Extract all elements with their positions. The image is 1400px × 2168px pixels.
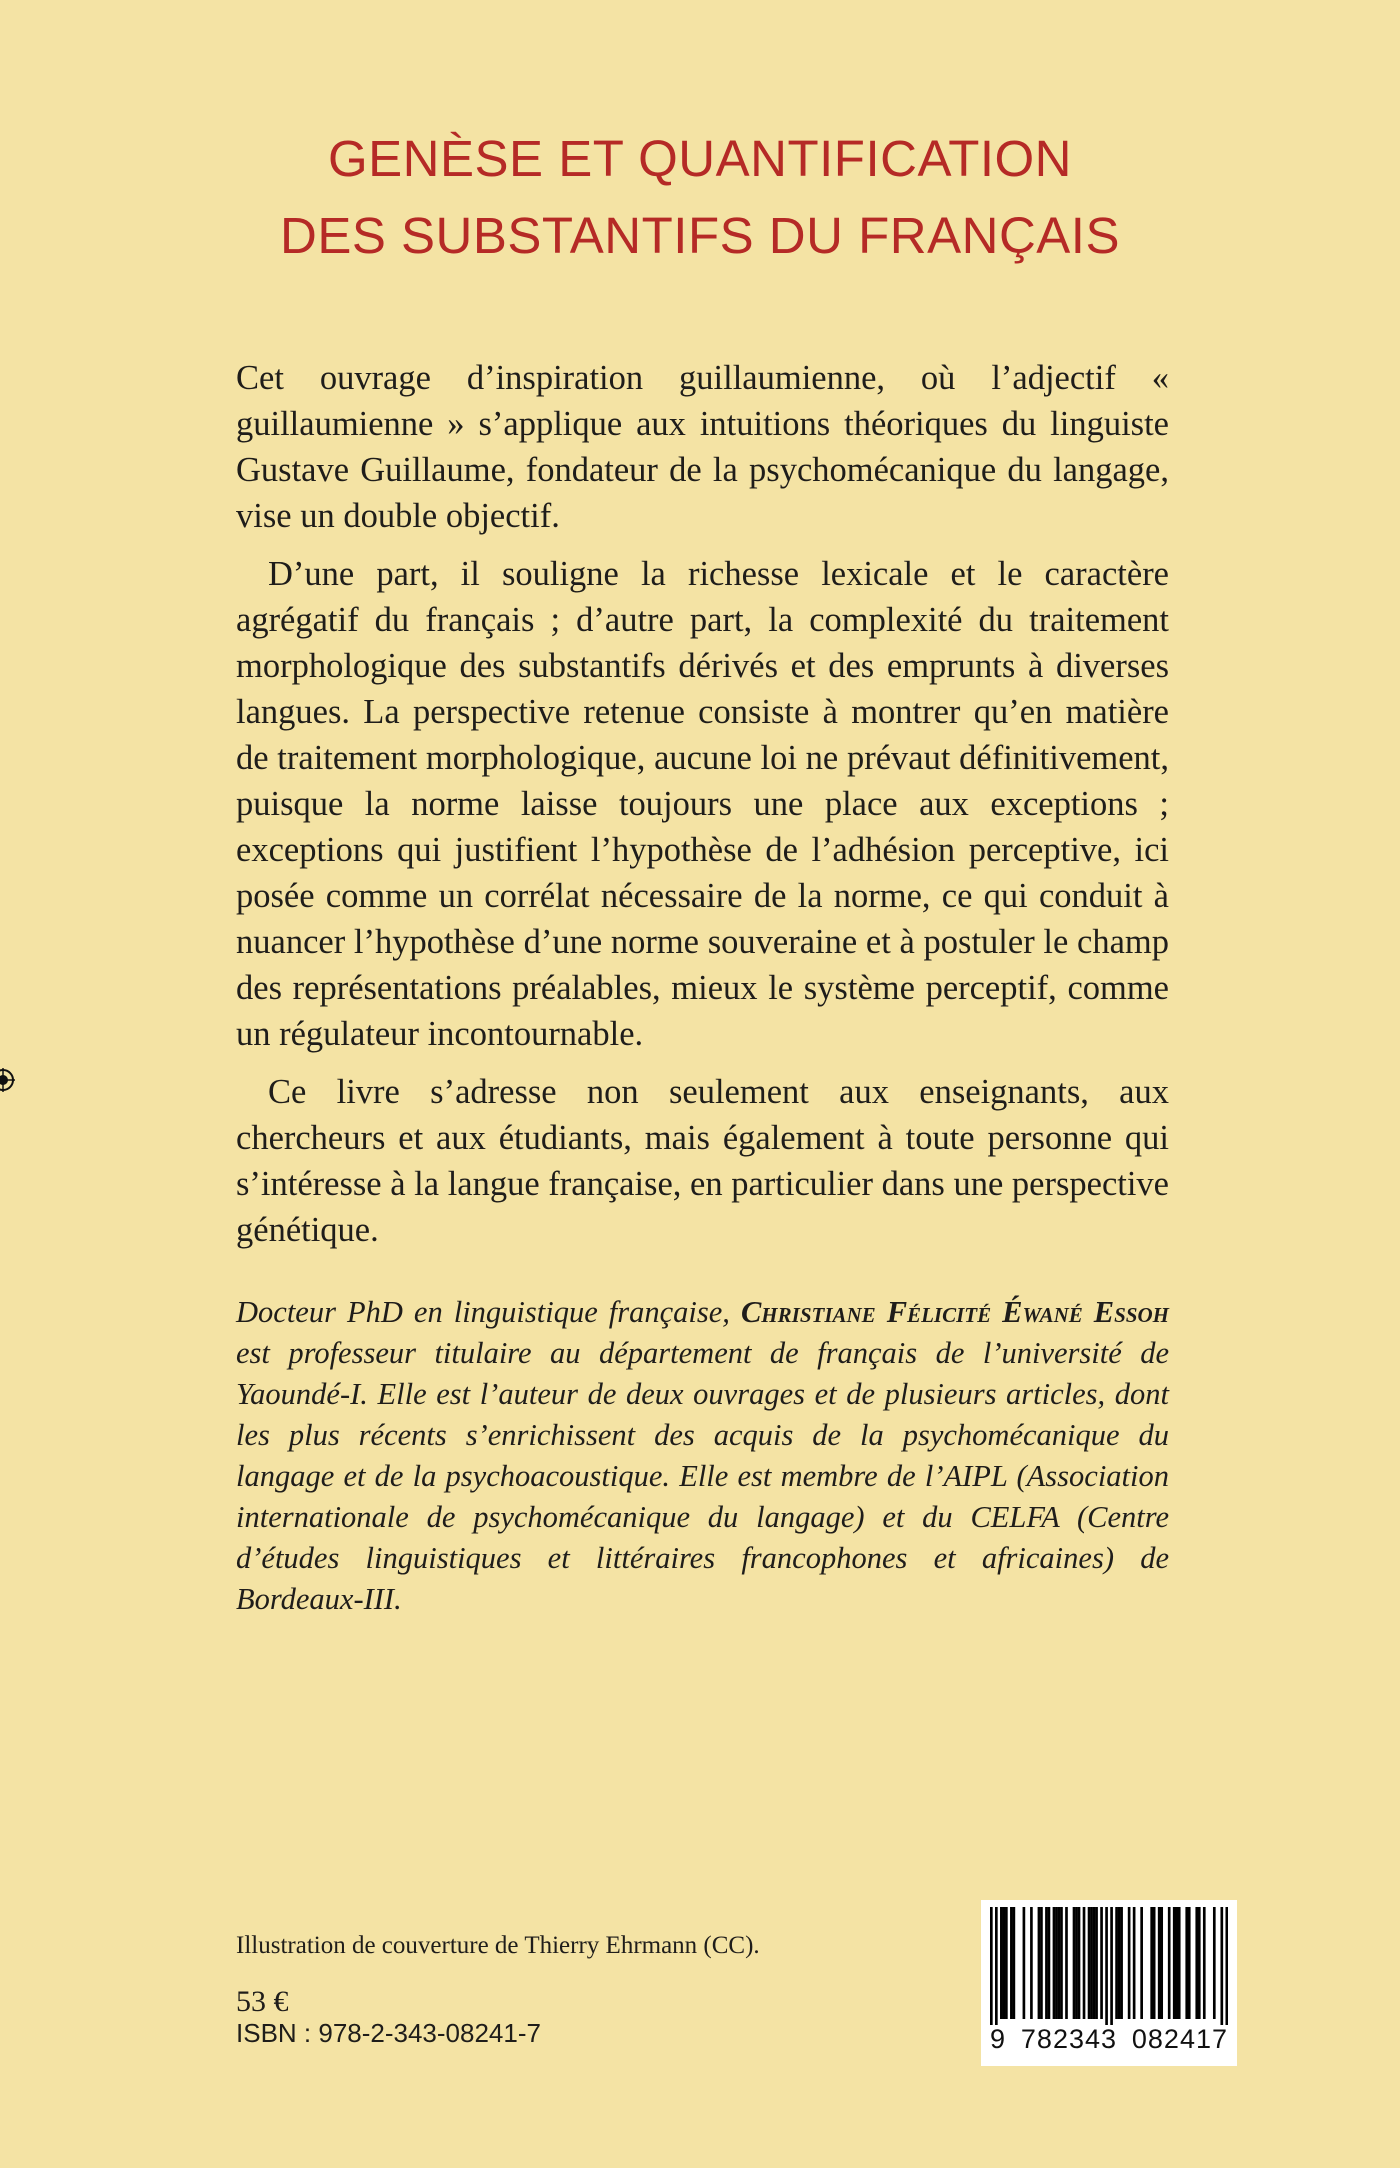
- barcode-bar: [1173, 1907, 1176, 2019]
- barcode-bar: [990, 1907, 993, 2025]
- barcode-bar: [1100, 1907, 1103, 2019]
- barcode-bar: [1203, 1907, 1206, 2019]
- barcode-bar: [1088, 1907, 1091, 2019]
- barcode-bar: [1095, 1907, 1098, 2019]
- barcode-bar: [1005, 1907, 1008, 2019]
- barcode-bar: [1178, 1907, 1181, 2019]
- barcode-bar: [1188, 1907, 1191, 2019]
- barcode-bar: [1158, 1907, 1161, 2019]
- barcode-bar: [1175, 1907, 1178, 2019]
- barcode-bar: [1198, 1907, 1201, 2019]
- barcode-digits: [990, 2024, 1228, 2055]
- description-paragraph-1: Cet ouvrage d’inspiration guillaumienne, où l’adjectif « guillaumienne » s’applique aux intuitions théoriques du linguiste Gustave Guillaume, fondateur de la psychomécanique du langage, vise un double objectif.: [236, 359, 1169, 535]
- barcode-bar: [1013, 1907, 1016, 2019]
- barcode-bar: [1150, 1907, 1153, 2019]
- barcode-bar: [1220, 1907, 1223, 2025]
- barcode-bar: [1105, 1907, 1108, 2025]
- barcode-bar: [1225, 1907, 1228, 2025]
- registration-mark-icon: [0, 1068, 15, 1092]
- barcode-first-digit: 9: [990, 2024, 1007, 2054]
- barcode-bar: [1168, 1907, 1171, 2019]
- barcode-bar: [1195, 1907, 1198, 2019]
- barcode: [981, 1900, 1237, 2066]
- barcode-bar: [1093, 1907, 1096, 2019]
- barcode-bar: [1083, 1907, 1086, 2019]
- barcode-bar: [1213, 1907, 1216, 2019]
- barcode-bar: [1045, 1907, 1048, 2019]
- barcode-bar: [1075, 1907, 1078, 2019]
- barcode-bar: [1140, 1907, 1143, 2019]
- title-line-1: GENÈSE ET QUANTIFICATION: [327, 130, 1073, 187]
- barcode-bar: [1133, 1907, 1136, 2019]
- barcode-bars: [990, 1907, 1228, 2025]
- barcode-bar: [1003, 1907, 1006, 2019]
- barcode-bar: [1038, 1907, 1041, 2019]
- book-title: [0, 120, 1400, 274]
- barcode-bar: [1160, 1907, 1163, 2019]
- description-paragraph-2: D’une part, il souligne la richesse lexicale et le caractère agrégatif du français ; d’autre part, la complexité du traitement morphologique des substantifs dérivés et des emprunts à diverses langues. La perspective retenue consiste à montrer qu’en matière de traitement morphologique, aucune loi ne prévaut définitivement, puisque la norme laisse toujours une place aux exceptions ; exceptions qui justifient l’hypothèse de l’adhésion perceptive, ici posée comme un corrélat nécessaire de la norme, ce qui conduit à nuancer l’hypothèse d’une norme souveraine et à postuler le champ des représentations préalables, mieux le système perceptif, comme un régulateur incontournable.: [236, 555, 1169, 1053]
- author-name: Christiane Félicité Éwané Essoh: [740, 1295, 1169, 1329]
- barcode-bar: [995, 1907, 998, 2025]
- barcode-bar: [1065, 1907, 1068, 2019]
- barcode-bar: [1153, 1907, 1156, 2019]
- author-bio-prefix: Docteur PhD en linguistique française,: [236, 1295, 741, 1329]
- cover-illustration-credit: Illustration de couverture de Thierry Ehrmann (CC).: [236, 1932, 760, 1959]
- description: [236, 355, 1169, 1265]
- barcode-bar: [1058, 1907, 1061, 2019]
- barcode-bar: [1010, 1907, 1013, 2019]
- barcode-bar: [1030, 1907, 1033, 2019]
- barcode-bar: [1055, 1907, 1058, 2019]
- barcode-right-group: 082417: [1131, 2024, 1228, 2054]
- isbn: ISBN : 978-2-343-08241-7: [236, 2018, 541, 2048]
- barcode-bar: [1048, 1907, 1051, 2019]
- barcode-bar: [1110, 1907, 1113, 2025]
- barcode-bar: [1053, 1907, 1056, 2019]
- barcode-bar: [1128, 1907, 1131, 2019]
- author-bio: [236, 1292, 1169, 1620]
- barcode-bar: [1118, 1907, 1121, 2019]
- barcode-bar: [1115, 1907, 1118, 2019]
- barcode-bar: [1023, 1907, 1026, 2019]
- barcode-bar: [1000, 1907, 1003, 2019]
- author-bio-rest: est professeur titulaire au département de français de l’université de Yaoundé-I. Elle est l’auteur de deux ouvrages et de plusieurs articles, dont les plus récents s’enrichissent des acquis de la psychomécanique du langage et de la psychoacoustique. Elle est membre de l’AIPL (Association internationale de psychomécanique du langage) et du CELFA (Centre d’études linguistiques et littéraires francophones et africaines) de Bordeaux-III.: [236, 1336, 1169, 1616]
- barcode-bar: [1040, 1907, 1043, 2019]
- barcode-bar: [1120, 1907, 1123, 2019]
- barcode-bar: [1060, 1907, 1063, 2019]
- title-line-2: DES SUBSTANTIFS DU FRANÇAIS: [280, 207, 1120, 264]
- barcode-bar: [1090, 1907, 1093, 2019]
- barcode-bar: [1078, 1907, 1081, 2019]
- barcode-left-group: 782343: [1020, 2024, 1118, 2054]
- barcode-bar: [1073, 1907, 1076, 2019]
- description-paragraph-3: Ce livre s’adresse non seulement aux enseignants, aux chercheurs et aux étudiants, mais également à toute personne qui s’intéresse à la langue française, en particulier dans une perspective génétique.: [236, 1073, 1169, 1249]
- barcode-bar: [1185, 1907, 1188, 2019]
- price: 53 €: [236, 1985, 289, 2018]
